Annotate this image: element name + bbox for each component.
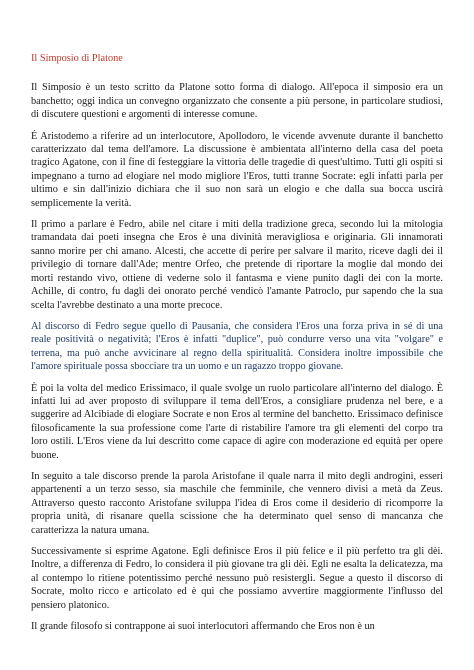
- paragraph-socrate: Il grande filosofo si contrappone ai suoi interlocutori affermando che Eros non è un: [31, 621, 375, 633]
- paragraph-agatone: Successivamente si esprime Agatone. Egli definisce Eros il più felice e il più perfetto tra gli dèi. Inoltre, a differenza di Fedro, lo considera il più giovane tra gli dèi. Egli ne esalta la delicatezza, ma al contempo lo ritiene potentissimo perché nessuno può resistergli. Segue a questo il discorso di Socrate, molto ricco e articolato ed è qui che possiamo avvertire maggiormente l'influsso del pensiero platonico.: [31, 546, 443, 611]
- paragraph-aristofane: In seguito a tale discorso prende la parola Aristofane il quale narra il mito degli androgini, esseri appartenenti a un terzo sesso, sia maschile che femminile, che vennero divisi a metà da Zeus. Attraverso questo racconto Aristofane sviluppa l'idea di Eros come il desiderio di ricomporre la propria unità, di risanare quella scissione che ha determinato quel senso di mancanza che caratterizza la natura umana.: [31, 470, 443, 536]
- paragraph-aristodemo: É Aristodemo a riferire ad un interlocutore, Apollodoro, le vicende avvenute durante il banchetto caratterizzato dal tema dell'amore. La discussione è ambientata all'interno della casa del poeta tragico Agatone, con il fine di festeggiare la vittoria delle tragedie di quest'ultimo. Tutti gli ospiti si impegnano a turno ad elogiare nel modo migliore l'Eros, tutti tranne Socrate: egli infatti parla per ultimo e sin dall'inizio dichiara che il suo non sarà un elogio e che dalla sua bocca uscirà semplicemente la verità.: [31, 130, 443, 209]
- paragraph-intro: Il Simposio è un testo scritto da Platone sotto forma di dialogo. All'epoca il simposio era un banchetto; oggi indica un convegno organizzato che consente a più persone, in particolare studiosi, di discutere questioni e argomenti di interesse comune.: [31, 82, 443, 121]
- document-title: Il Simposio di Platone: [31, 53, 123, 64]
- paragraph-erissimaco: È poi la volta del medico Erissimaco, il quale svolge un ruolo particolare all'interno del dialogo. È infatti lui ad aver proposto di sviluppare il tema dell'Eros, a consigliare prudenza nel bere, e a suggerire ad Alcibiade di elogiare Socrate e non Eros al termine del banchetto. Erissimaco definisce filosoficamente la sua professione come l'arte di ristabilire l'amore tra gli elementi del corpo tra loro ostili. L'Eros viene da lui descritto come capace di agire con moderazione ed equità per opere buone.: [31, 382, 443, 461]
- paragraph-fedro: Il primo a parlare è Fedro, abile nel citare i miti della tradizione greca, secondo lui la mitologia tramandata dai poeti insegna che Eros è una divinità meravigliosa e originaria. Gli innamorati sanno morire per chi amano. Alcesti, che accette di perire per salvare il marito, riceve dagli dei il privilegio di tornare dall'Ade; mentre Orfeo, che pretende di riportare la moglie dal mondo dei morti restando vivo, ottiene di vederne solo il fantasma e viene punito dagli dei con la morte. Achille, di contro, fu dagli dei onorato perché vendicò l'amante Patroclo, pur sapendo che la sua scelta l'avrebbe destinato a una morte precoce.: [31, 219, 443, 311]
- paragraph-pausania: Al discorso di Fedro segue quello di Pausania, che considera l'Eros una forza priva in sé di una reale positività o negatività; l'Eros è infatti "duplice", può condurre verso una vita "volgare" e terrena, ma può anche avvicinare al regno della spiritualità. Considera inoltre impossibile che l'amore spirituale possa sbocciare tra un uomo e un ragazzo troppo giovane.: [31, 320, 443, 373]
- document-content: [31, 52, 443, 641]
